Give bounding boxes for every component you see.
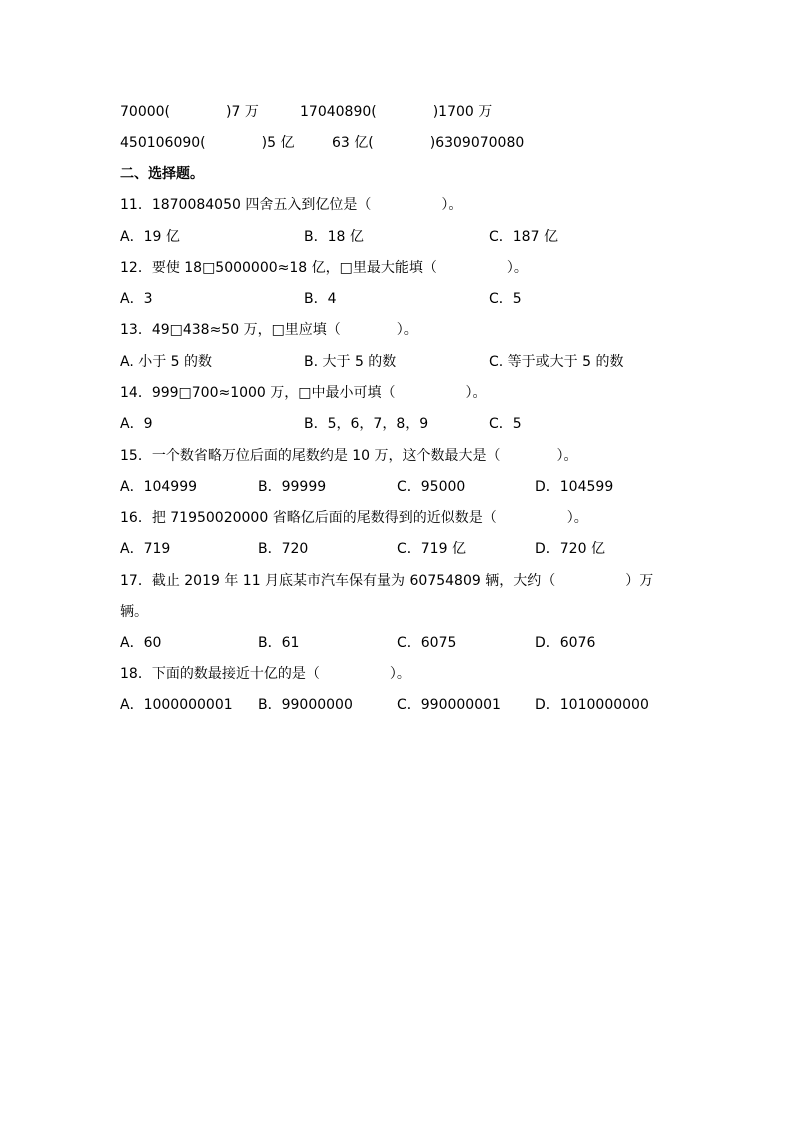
option: C．719 亿 [397, 541, 466, 557]
question-stem: 11．1870084050 四舍五入到亿位是（ ）。 [120, 197, 463, 213]
fill-in-item: 450106090( )5 亿 [120, 135, 295, 151]
section-title: 二、选择题。 [120, 166, 204, 182]
option: B．4 [304, 291, 337, 307]
option: C．95000 [397, 479, 466, 495]
question-stem: 17．截止 2019 年 11 月底某市汽车保有量为 60754809 辆，大约（ ）万 [120, 573, 654, 589]
option: B．18 亿 [304, 229, 364, 245]
option: A．719 [120, 541, 171, 557]
option: D．720 亿 [535, 541, 605, 557]
fill-in-item: 17040890( )1700 万 [300, 104, 493, 120]
option: D．1010000000 [535, 697, 649, 713]
option: A．60 [120, 635, 162, 651]
option: A．19 亿 [120, 229, 180, 245]
option: C．5 [489, 416, 522, 432]
option: C．187 亿 [489, 229, 558, 245]
question-stem-continuation: 辆。 [120, 604, 148, 620]
question-stem: 14．999□700≈1000 万，□中最小可填（ ）。 [120, 385, 487, 401]
option: D．6076 [535, 635, 596, 651]
question-stem: 16．把 71950020000 省略亿后面的尾数得到的近似数是（ ）。 [120, 510, 588, 526]
option: A．1000000001 [120, 697, 233, 713]
option: A．104999 [120, 479, 198, 495]
fill-in-item: 70000( )7 万 [120, 104, 259, 120]
option: B．61 [258, 635, 300, 651]
option: B．99999 [258, 479, 327, 495]
option: A．3 [120, 291, 153, 307]
fill-in-item: 63 亿( )6309070080 [332, 135, 525, 151]
option: C. 等于或大于 5 的数 [489, 354, 624, 370]
option: D．104599 [535, 479, 614, 495]
option: C．990000001 [397, 697, 501, 713]
option: B．5，6，7，8，9 [304, 416, 429, 432]
option: C．6075 [397, 635, 457, 651]
option: B. 大于 5 的数 [304, 354, 397, 370]
option: A. 小于 5 的数 [120, 354, 213, 370]
question-stem: 12．要使 18□5000000≈18 亿，□里最大能填（ ）。 [120, 260, 528, 276]
option: C．5 [489, 291, 522, 307]
option: B．99000000 [258, 697, 353, 713]
question-stem: 18．下面的数最接近十亿的是（ ）。 [120, 666, 411, 682]
option: A．9 [120, 416, 153, 432]
question-stem: 13．49□438≈50 万，□里应填（ ）。 [120, 322, 418, 338]
option: B．720 [258, 541, 309, 557]
question-stem: 15．一个数省略万位后面的尾数约是 10 万，这个数最大是（ ）。 [120, 448, 578, 464]
